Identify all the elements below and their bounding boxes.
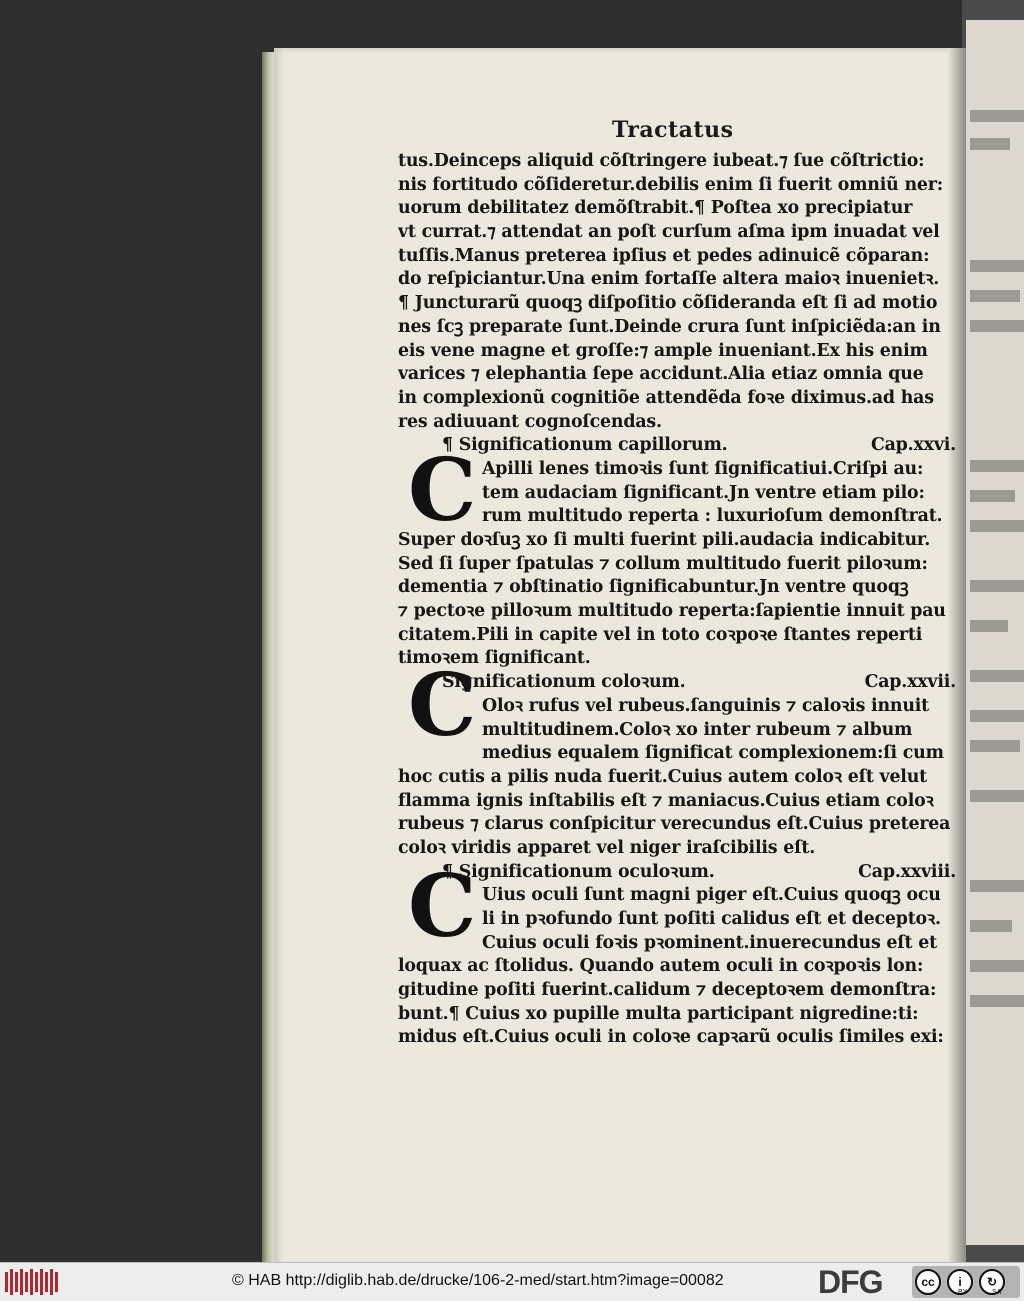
text-line: Cuius oculi foꝛis pꝛominent.inuerecundus eſt et — [482, 932, 937, 953]
text-line: Oloꝛ rufus vel rubeus.ſanguinis ⁊ caloꝛis innuit — [482, 695, 930, 716]
running-head: Tractatus — [612, 117, 734, 143]
text-line: li in pꝛofundo ſunt poſiti calidus eſt et deceptoꝛ. — [482, 909, 941, 929]
chapter-number: Cap.xxviii. — [858, 861, 956, 882]
dfg-logo[interactable]: DFG — [818, 1264, 883, 1300]
text-line: eis vene magne et groſſe:⁊ ample inueniant.Ex his enim — [398, 340, 928, 361]
attribution-icon: i — [947, 1269, 973, 1295]
decorated-initial: C — [408, 856, 477, 957]
chapter-title: ¶ Significationum capillorum. — [442, 435, 728, 456]
text-line: uorum debilitatez demõſtrabit.¶ Poſtea xo precipiatur — [398, 198, 913, 219]
text-line: res adiuuant cognoſcendas. — [398, 411, 662, 432]
decorated-initial: C — [408, 440, 477, 541]
text-line: timoꝛem ſignificant. — [398, 648, 591, 669]
text-line: loquax ac ſtolidus. Quando autem oculi in coꝛpoꝛis lon: — [398, 956, 924, 977]
copyright-url[interactable]: © HAB http://diglib.hab.de/drucke/106-2-med/start.htm?image=00082 — [232, 1272, 724, 1289]
text-line: multitudinem.Coloꝛ xo inter rubeum ⁊ album — [482, 719, 913, 740]
text-line: rubeus ⁊ clarus conſpicitur verecundus eſt.Cuius preterea — [398, 814, 951, 835]
text-line: do reſpiciantur.Una enim fortaſſe altera maioꝛ inuenietꝛ. — [398, 269, 940, 290]
text-line: ⁊ pectoꝛe pilloꝛum multitudo reperta:ſapientie innuit pau — [398, 601, 946, 622]
text-line: varices ⁊ elephantia ſepe accidunt.Alia etiaz omnia que — [398, 364, 924, 385]
text-line: nes ſcꝫ preparate ſunt.Deinde crura ſunt inſpiciẽda:an in — [398, 316, 941, 337]
text-line: coloꝛ viridis apparet vel niger iraſcibilis eſt. — [398, 837, 816, 858]
text-line: nis fortitudo cõſideretur.debilis enim ſi fuerit omniũ ner: — [398, 174, 943, 195]
cc-license-badge[interactable] — [912, 1266, 1020, 1298]
text-line: ¶ Juncturarũ quoqꝫ diſpoſitio cõſideranda eſt ſi ad motio — [398, 293, 938, 314]
text-line: tus.Deinceps aliquid cõſtringere iubeat.⁊ ſue cõſtrictio: — [398, 151, 925, 171]
text-line: hoc cutis a pilis nuda fuerit.Cuius autem coloꝛ eſt velut — [398, 766, 927, 787]
share-alike-icon: ↻ — [979, 1269, 1005, 1295]
chapter-heading — [398, 861, 958, 885]
chapter-title: Significationum coloꝛum. — [442, 672, 686, 693]
decorated-initial: C — [408, 655, 477, 756]
facing-page-fragment — [966, 20, 1024, 1245]
text-line: dementia ⁊ obſtinatio ſignificabuntur.Jn ventre quoqꝫ — [398, 577, 909, 598]
text-line: midus eſt.Cuius oculi in coloꝛe capꝛarũ oculis ſimiles exi: — [398, 1027, 944, 1048]
chapter-heading — [398, 434, 958, 458]
cc-icon: cc — [915, 1269, 941, 1295]
text-line: medius equalem ſignificat complexionem:ſi cum — [482, 743, 944, 764]
text-line: Apilli lenes timoꝛis ſunt ſignificatiui.Criſpi au: — [482, 458, 924, 479]
text-line: Uius oculi ſunt magni piger eſt.Cuius quoqꝫ ocu — [482, 885, 941, 906]
text-line: Sed ſi ſuper ſpatulas ⁊ collum multitudo fuerit piloꝛum: — [398, 553, 928, 574]
chapter-number: Cap.xxvi. — [870, 435, 956, 456]
sa-label: SA — [992, 1289, 1002, 1296]
chapter-heading — [398, 671, 958, 695]
text-line: Super doꝛſuꝫ xo ſi multi fuerint pili.audacia indicabitur. — [398, 530, 931, 550]
page-text-block — [398, 150, 958, 1050]
viewer-footer — [0, 1262, 1024, 1301]
text-line: tuſſis.Manus preterea ipſius et pedes adinuicẽ cõparan: — [398, 245, 930, 266]
chapter-number: Cap.xxvii. — [864, 672, 956, 693]
text-line: rum multitudo reperta : luxurioſum demonſtrat. — [482, 506, 943, 527]
text-line: gitudine poſiti fuerint.calidum ⁊ deceptoꝛem demonſtra: — [398, 980, 937, 1001]
by-label: BY — [958, 1289, 968, 1296]
text-line: tem audaciam ſignificant.Jn ventre etiam pilo: — [482, 482, 925, 503]
hab-logo-icon[interactable] — [5, 1269, 58, 1295]
chapter-title: ¶ Significationum oculoꝛum. — [442, 861, 715, 882]
text-line: in complexionũ cognitiõe attendẽda foꝛe diximus.ad has — [398, 387, 934, 408]
text-line: bunt.¶ Cuius xo pupille multa participant nigredine:ti: — [398, 1003, 919, 1024]
text-line: citatem.Pili in capite vel in toto coꝛpoꝛe ſtantes reperti — [398, 624, 923, 645]
text-line: vt currat.⁊ attendat an poſt curſum aſma ipm inuadat vel — [398, 222, 940, 243]
text-line: flamma ignis inſtabilis eſt ⁊ maniacus.Cuius etiam coloꝛ — [398, 790, 934, 811]
